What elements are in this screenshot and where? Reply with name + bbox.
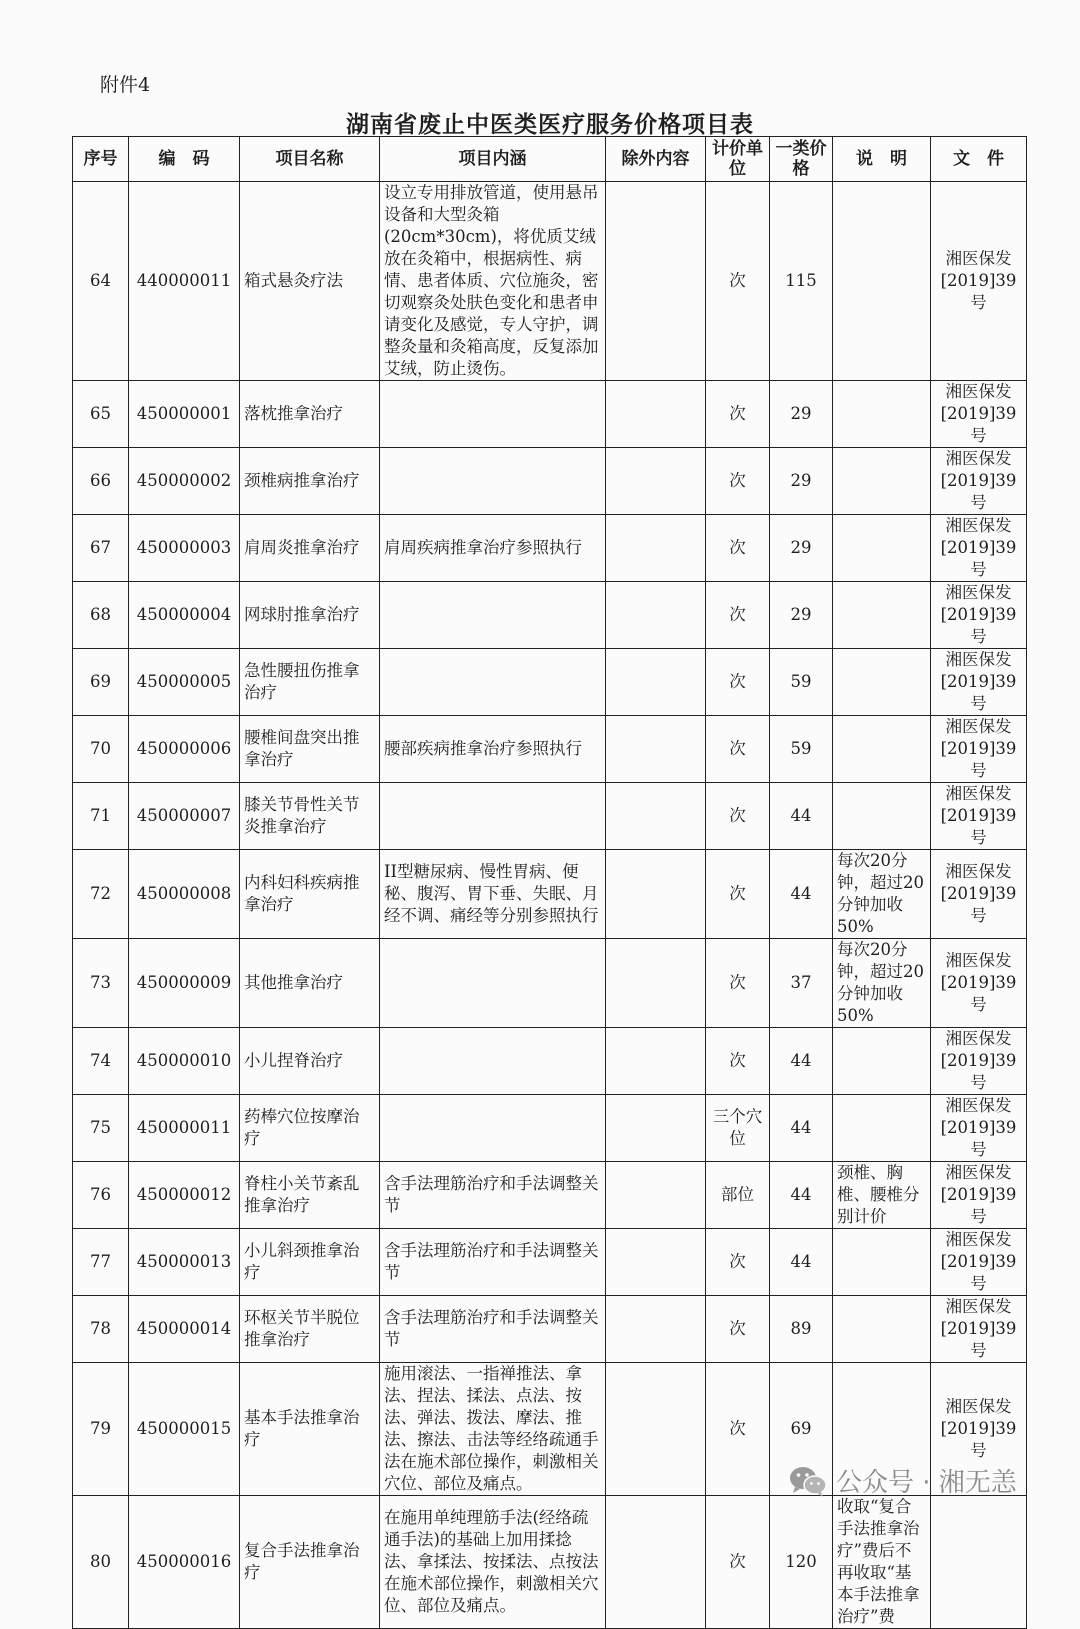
cell-code: 450000007 <box>129 783 240 850</box>
table-row <box>73 1028 1027 1095</box>
cell-no: 73 <box>73 939 129 1028</box>
cell-content <box>380 381 606 448</box>
cell-note <box>833 1095 931 1162</box>
cell-note <box>833 182 931 381</box>
cell-content <box>380 939 606 1028</box>
cell-unit: 次 <box>706 1496 770 1629</box>
cell-price: 44 <box>770 1229 833 1296</box>
cell-except <box>606 448 706 515</box>
cell-unit: 次 <box>706 448 770 515</box>
cell-name: 小儿捏脊治疗 <box>240 1028 380 1095</box>
cell-unit: 次 <box>706 1363 770 1496</box>
cell-content: 含手法理筋治疗和手法调整关节 <box>380 1162 606 1229</box>
cell-doc: 湘医保发[2019]39号 <box>931 1095 1027 1162</box>
table-row <box>73 939 1027 1028</box>
cell-doc: 湘医保发[2019]39号 <box>931 716 1027 783</box>
cell-price: 115 <box>770 182 833 381</box>
cell-price: 44 <box>770 1028 833 1095</box>
table-row <box>73 1496 1027 1629</box>
table-row <box>73 182 1027 381</box>
cell-content <box>380 649 606 716</box>
cell-unit: 次 <box>706 1229 770 1296</box>
cell-name: 复合手法推拿治疗 <box>240 1496 380 1629</box>
cell-price: 59 <box>770 649 833 716</box>
cell-code: 450000009 <box>129 939 240 1028</box>
cell-no: 76 <box>73 1162 129 1229</box>
cell-name: 落枕推拿治疗 <box>240 381 380 448</box>
watermark-text: 公众号 · 湘无恙 <box>836 1468 1017 1498</box>
table-row <box>73 1095 1027 1162</box>
cell-no: 68 <box>73 582 129 649</box>
table-row <box>73 515 1027 582</box>
cell-no: 65 <box>73 381 129 448</box>
cell-content <box>380 448 606 515</box>
table-row <box>73 448 1027 515</box>
cell-no: 77 <box>73 1229 129 1296</box>
cell-name: 药棒穴位按摩治疗 <box>240 1095 380 1162</box>
cell-content: 含手法理筋治疗和手法调整关节 <box>380 1296 606 1363</box>
cell-no: 69 <box>73 649 129 716</box>
cell-note <box>833 716 931 783</box>
cell-except <box>606 1363 706 1496</box>
cell-price: 120 <box>770 1496 833 1629</box>
cell-name: 环枢关节半脱位推拿治疗 <box>240 1296 380 1363</box>
cell-content <box>380 1028 606 1095</box>
page-title: 湖南省废止中医类医疗服务价格项目表 <box>346 112 754 138</box>
cell-no: 74 <box>73 1028 129 1095</box>
attachment-label: 附件4 <box>100 74 151 96</box>
cell-unit: 次 <box>706 582 770 649</box>
cell-content <box>380 783 606 850</box>
cell-name: 网球肘推拿治疗 <box>240 582 380 649</box>
cell-code: 450000005 <box>129 649 240 716</box>
cell-doc: 湘医保发[2019]39号 <box>931 448 1027 515</box>
cell-code: 450000002 <box>129 448 240 515</box>
cell-price: 89 <box>770 1296 833 1363</box>
col-header-note: 说 明 <box>833 137 931 182</box>
table-body <box>73 182 1027 1629</box>
cell-price: 29 <box>770 515 833 582</box>
cell-content: 设立专用排放管道，使用悬吊设备和大型灸箱(20cm*30cm)，将优质艾绒放在灸箱中，根据病性、病情、患者体质、穴位施灸，密切观察灸处肤色变化和患者申请变化及感觉，专人守护，调整灸量和灸箱高度，反复添加艾绒，防止烫伤。 <box>380 182 606 381</box>
price-table <box>72 136 1027 1629</box>
cell-name: 小儿斜颈推拿治疗 <box>240 1229 380 1296</box>
cell-doc: 湘医保发[2019]39号 <box>931 1028 1027 1095</box>
cell-code: 450000013 <box>129 1229 240 1296</box>
cell-unit: 次 <box>706 850 770 939</box>
cell-unit: 次 <box>706 649 770 716</box>
cell-doc: 湘医保发[2019]39号 <box>931 381 1027 448</box>
cell-except <box>606 1162 706 1229</box>
col-header-no: 序号 <box>73 137 129 182</box>
cell-code: 450000010 <box>129 1028 240 1095</box>
table-row <box>73 783 1027 850</box>
cell-doc: 湘医保发[2019]39号 <box>931 649 1027 716</box>
cell-doc: 湘医保发[2019]39号 <box>931 182 1027 381</box>
cell-unit: 部位 <box>706 1162 770 1229</box>
cell-except <box>606 1095 706 1162</box>
cell-name: 内科妇科疾病推拿治疗 <box>240 850 380 939</box>
cell-name: 基本手法推拿治疗 <box>240 1363 380 1496</box>
cell-unit: 次 <box>706 182 770 381</box>
cell-content: 腰部疾病推拿治疗参照执行 <box>380 716 606 783</box>
col-header-unit: 计价单位 <box>706 137 770 182</box>
col-header-content: 项目内涵 <box>380 137 606 182</box>
cell-except <box>606 850 706 939</box>
cell-price: 69 <box>770 1363 833 1496</box>
cell-name: 颈椎病推拿治疗 <box>240 448 380 515</box>
cell-note: 每次20分钟，超过20分钟加收50% <box>833 939 931 1028</box>
cell-except <box>606 1296 706 1363</box>
cell-note <box>833 783 931 850</box>
cell-no: 70 <box>73 716 129 783</box>
cell-note <box>833 515 931 582</box>
cell-except <box>606 783 706 850</box>
col-header-price: 一类价格 <box>770 137 833 182</box>
cell-unit: 次 <box>706 515 770 582</box>
cell-no: 72 <box>73 850 129 939</box>
cell-price: 29 <box>770 448 833 515</box>
cell-content <box>380 582 606 649</box>
cell-name: 脊柱小关节紊乱推拿治疗 <box>240 1162 380 1229</box>
cell-doc: 湘医保发[2019]39号 <box>931 850 1027 939</box>
cell-content <box>380 1095 606 1162</box>
cell-code: 450000006 <box>129 716 240 783</box>
col-header-name: 项目名称 <box>240 137 380 182</box>
cell-code: 450000001 <box>129 381 240 448</box>
cell-price: 44 <box>770 783 833 850</box>
cell-name: 肩周炎推拿治疗 <box>240 515 380 582</box>
cell-price: 44 <box>770 1095 833 1162</box>
cell-no: 66 <box>73 448 129 515</box>
cell-name: 其他推拿治疗 <box>240 939 380 1028</box>
cell-price: 29 <box>770 381 833 448</box>
cell-content: 在施用单纯理筋手法(经络疏通手法)的基础上加用揉捻法、拿揉法、按揉法、点按法在施术部位操作，刺激相关穴位、部位及痛点。 <box>380 1496 606 1629</box>
cell-except <box>606 582 706 649</box>
cell-note <box>833 582 931 649</box>
cell-price: 44 <box>770 1162 833 1229</box>
cell-code: 450000014 <box>129 1296 240 1363</box>
cell-except <box>606 515 706 582</box>
cell-unit: 次 <box>706 381 770 448</box>
cell-code: 450000011 <box>129 1095 240 1162</box>
col-header-code: 编 码 <box>129 137 240 182</box>
cell-doc: 湘医保发[2019]39号 <box>931 939 1027 1028</box>
cell-except <box>606 182 706 381</box>
cell-except <box>606 716 706 783</box>
cell-note <box>833 1028 931 1095</box>
cell-price: 59 <box>770 716 833 783</box>
table-row <box>73 582 1027 649</box>
cell-code: 450000015 <box>129 1363 240 1496</box>
cell-content: 肩周疾病推拿治疗参照执行 <box>380 515 606 582</box>
cell-doc: 湘医保发[2019]39号 <box>931 1162 1027 1229</box>
cell-except <box>606 1229 706 1296</box>
cell-price: 44 <box>770 850 833 939</box>
col-header-except: 除外内容 <box>606 137 706 182</box>
cell-no: 64 <box>73 182 129 381</box>
table-header-row <box>73 137 1027 182</box>
cell-unit: 次 <box>706 939 770 1028</box>
cell-price: 29 <box>770 582 833 649</box>
table-row <box>73 1229 1027 1296</box>
cell-no: 71 <box>73 783 129 850</box>
cell-doc: 湘医保发[2019]39号 <box>931 1229 1027 1296</box>
cell-code: 440000011 <box>129 182 240 381</box>
cell-code: 450000008 <box>129 850 240 939</box>
cell-name: 腰椎间盘突出推拿治疗 <box>240 716 380 783</box>
cell-unit: 次 <box>706 1028 770 1095</box>
cell-note: 收取“复合手法推拿治疗”费后不再收取“基本手法推拿治疗”费 <box>833 1496 931 1629</box>
cell-content: 含手法理筋治疗和手法调整关节 <box>380 1229 606 1296</box>
table-row <box>73 1296 1027 1363</box>
cell-except <box>606 1496 706 1629</box>
cell-price: 37 <box>770 939 833 1028</box>
cell-doc: 湘医保发[2019]39号 <box>931 783 1027 850</box>
cell-unit: 次 <box>706 1296 770 1363</box>
cell-no: 67 <box>73 515 129 582</box>
cell-content: 施用滚法、一指禅推法、拿法、捏法、揉法、点法、按法、弹法、拨法、摩法、推法、擦法、击法等经络疏通手法在施术部位操作，刺激相关穴位、部位及痛点。 <box>380 1363 606 1496</box>
col-header-doc: 文 件 <box>931 137 1027 182</box>
watermark <box>788 1462 1017 1499</box>
cell-note <box>833 381 931 448</box>
cell-no: 79 <box>73 1363 129 1496</box>
cell-unit: 三个穴位 <box>706 1095 770 1162</box>
cell-note <box>833 1229 931 1296</box>
cell-doc: 湘医保发[2019]39号 <box>931 1363 1027 1496</box>
cell-note: 每次20分钟，超过20分钟加收50% <box>833 850 931 939</box>
cell-unit: 次 <box>706 716 770 783</box>
cell-unit: 次 <box>706 783 770 850</box>
wechat-icon <box>788 1464 828 1498</box>
table-row <box>73 381 1027 448</box>
cell-except <box>606 1028 706 1095</box>
cell-except <box>606 381 706 448</box>
cell-name: 膝关节骨性关节炎推拿治疗 <box>240 783 380 850</box>
cell-note <box>833 649 931 716</box>
table-row <box>73 649 1027 716</box>
cell-doc: 湘医保发[2019]39号 <box>931 582 1027 649</box>
cell-no: 75 <box>73 1095 129 1162</box>
cell-note: 颈椎、胸椎、腰椎分别计价 <box>833 1162 931 1229</box>
cell-name: 箱式悬灸疗法 <box>240 182 380 381</box>
cell-code: 450000016 <box>129 1496 240 1629</box>
cell-no: 78 <box>73 1296 129 1363</box>
cell-code: 450000012 <box>129 1162 240 1229</box>
cell-except <box>606 939 706 1028</box>
cell-no: 80 <box>73 1496 129 1629</box>
cell-note <box>833 448 931 515</box>
cell-content: II型糖尿病、慢性胃病、便秘、腹泻、胃下垂、失眠、月经不调、痛经等分别参照执行 <box>380 850 606 939</box>
cell-code: 450000003 <box>129 515 240 582</box>
table-row <box>73 850 1027 939</box>
cell-doc <box>931 1496 1027 1629</box>
cell-note <box>833 1296 931 1363</box>
cell-doc: 湘医保发[2019]39号 <box>931 1296 1027 1363</box>
cell-except <box>606 649 706 716</box>
cell-doc: 湘医保发[2019]39号 <box>931 515 1027 582</box>
cell-code: 450000004 <box>129 582 240 649</box>
table-row <box>73 1162 1027 1229</box>
cell-name: 急性腰扭伤推拿治疗 <box>240 649 380 716</box>
table-row <box>73 716 1027 783</box>
